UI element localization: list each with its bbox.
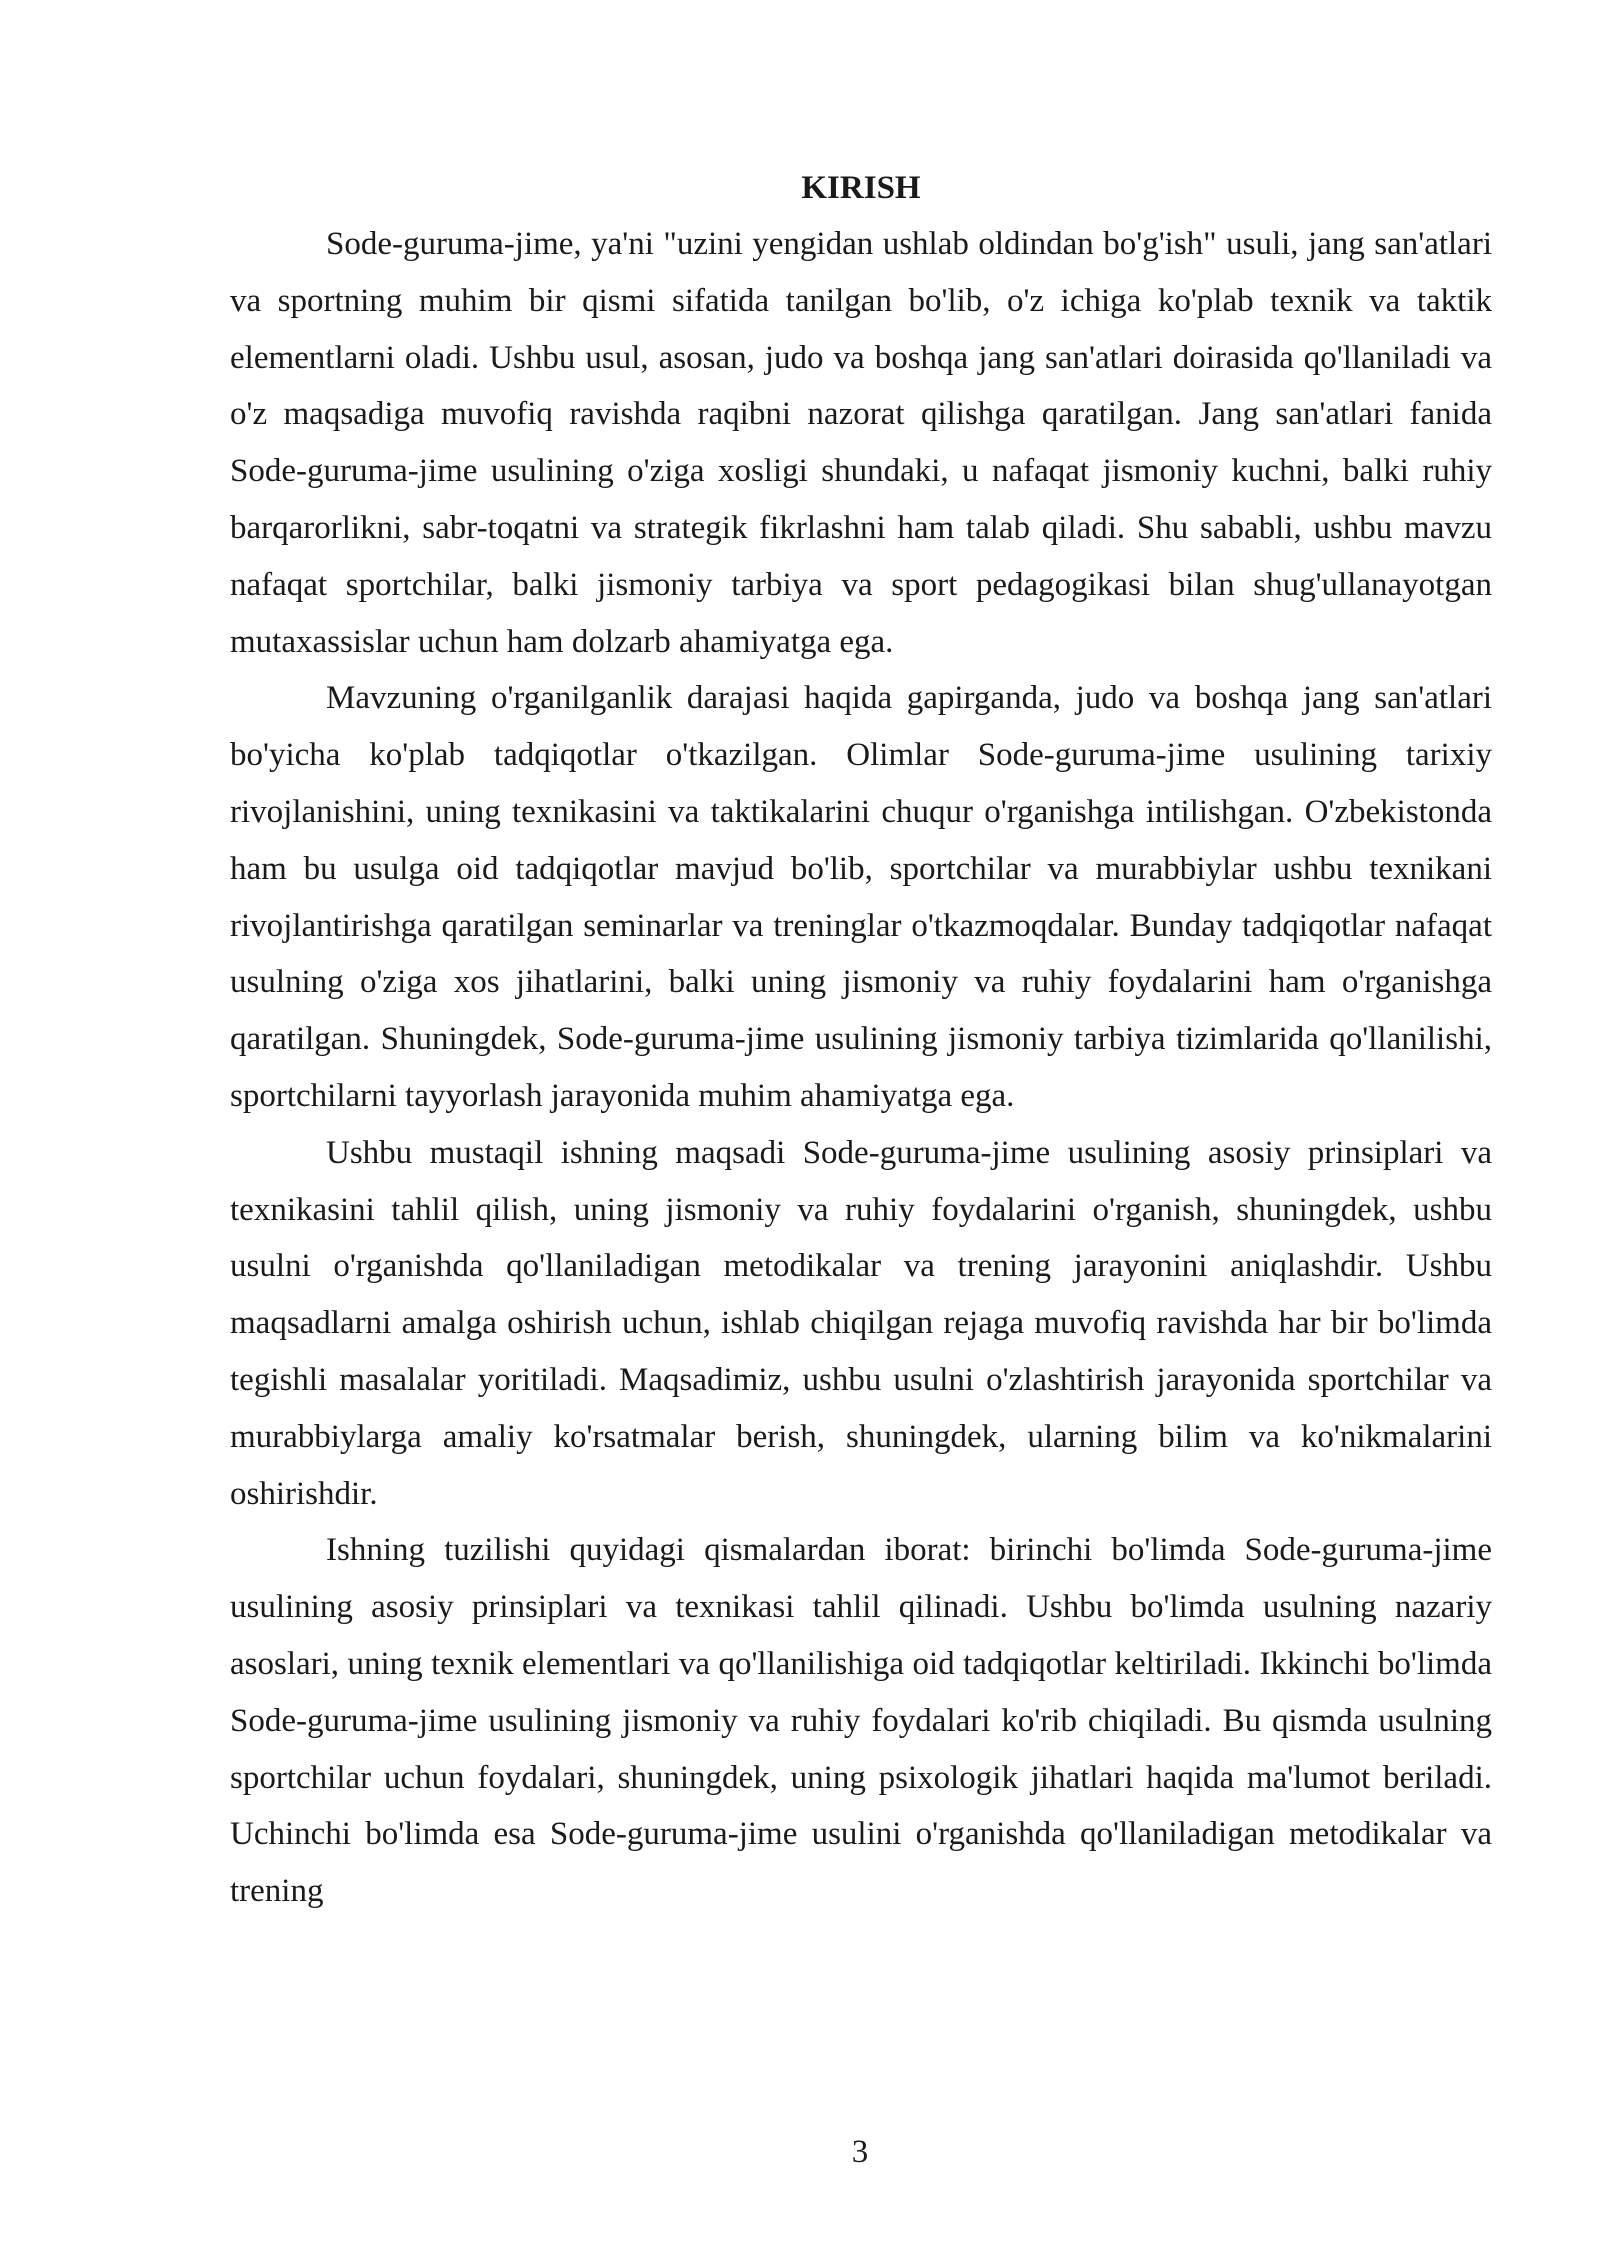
- page-content: [230, 160, 1492, 1920]
- paragraph-2: Mavzuning o'rganilganlik darajasi haqida gapirganda, judo va boshqa jang san'atlari bo'yicha ko'plab tadqiqotlar o'tkazilgan. Olimlar Sode-guruma-jime usulining tarixiy rivojlanishini, uning texnikasini va taktikalarini chuqur o'rganishga intilishgan. O'zbekistonda ham bu usulga oid tadqiqotlar mavjud bo'lib, sportchilar va murabbiylar ushbu texnikani rivojlantirishga qaratilgan seminarlar va treninglar o'tkazmoqdalar. Bunday tadqiqotlar nafaqat usulning o'ziga xos jihatlarini, balki uning jismoniy va ruhiy foydalarini ham o'rganishga qaratilgan. Shuningdek, Sode-guruma-jime usulining jismoniy tarbiya tizimlarida qo'llanilishi, sportchilarni tayyorlash jarayonida muhim ahamiyatga ega.: [230, 680, 1492, 1114]
- paragraph-3: Ushbu mustaqil ishning maqsadi Sode-guruma-jime usulining asosiy prinsiplari va texnikasini tahlil qilish, uning jismoniy va ruhiy foydalarini o'rganish, shuningdek, ushbu usulni o'rganishda qo'llaniladigan metodikalar va trening jarayonini aniqlashdir. Ushbu maqsadlarni amalga oshirish uchun, ishlab chiqilgan rejaga muvofiq ravishda har bir bo'limda tegishli masalalar yoritiladi. Maqsadimiz, ushbu usulni o'zlashtirish jarayonida sportchilar va murabbiylarga amaliy ko'rsatmalar berish, shuningdek, ularning bilim va ko'nikmalarini oshirishdir.: [230, 1134, 1492, 1512]
- paragraph-1: Sode-guruma-jime, ya'ni "uzini yengidan ushlab oldindan bo'g'ish" usuli, jang san'atlari va sportning muhim bir qismi sifatida tanilgan bo'lib, o'z ichiga ko'plab texnik va taktik elementlarni oladi. Ushbu usul, asosan, judo va boshqa jang san'atlari doirasida qo'llaniladi va o'z maqsadiga muvofiq ravishda raqibni nazorat qilishga qaratilgan. Jang san'atlari fanida Sode-guruma-jime usulining o'ziga xosligi shundaki, u nafaqat jismoniy kuchni, balki ruhiy barqarorlikni, sabr-toqatni va strategik fikrlashni ham talab qiladi. Shu sababli, ushbu mavzu nafaqat sportchilar, balki jismoniy tarbiya va sport pedagogikasi bilan shug'ullanayotgan mutaxassislar uchun ham dolzarb ahamiyatga ega.: [230, 226, 1492, 660]
- page-number: 3: [851, 2134, 869, 2170]
- section-title: KIRISH: [801, 170, 921, 206]
- paragraph-4: Ishning tuzilishi quyidagi qismalardan iborat: birinchi bo'limda Sode-guruma-jime usulining asosiy prinsiplari va texnikasi tahlil qilinadi. Ushbu bo'limda usulning nazariy asoslari, uning texnik elementlari va qo'llanilishiga oid tadqiqotlar keltiriladi. Ikkinchi bo'limda Sode-guruma-jime usulining jismoniy va ruhiy foydalari ko'rib chiqiladi. Bu qismda usulning sportchilar uchun foydalari, shuningdek, uning psixologik jihatlari haqida ma'lumot beriladi. Uchinchi bo'limda esa Sode-guruma-jime usulini o'rganishda qo'llaniladigan metodikalar va trening: [230, 1532, 1492, 1910]
